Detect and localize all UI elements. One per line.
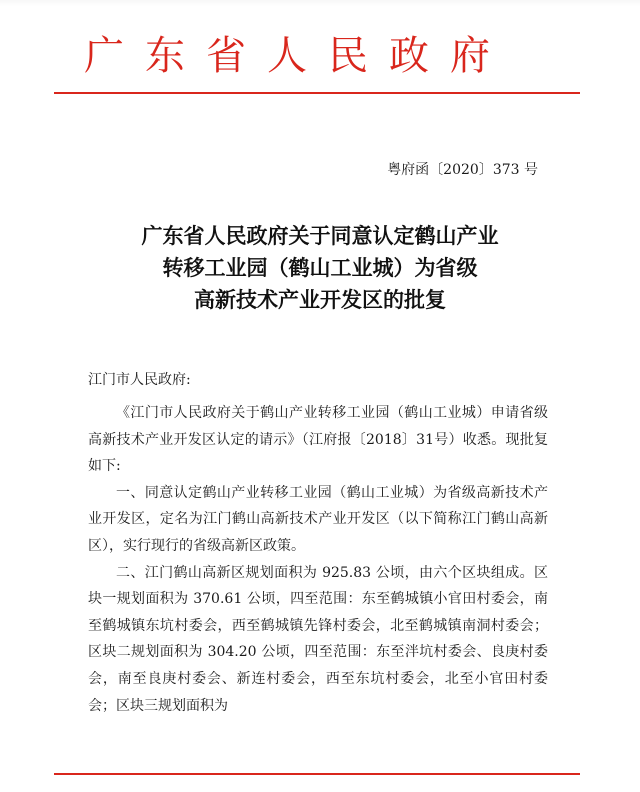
issuer-header: 广东省人民政府 — [84, 33, 511, 79]
footer-red-rule — [54, 773, 580, 775]
title-line: 转移工业园（鹤山工业城）为省级 — [162, 256, 478, 280]
title-line: 高新技术产业开发区的批复 — [194, 288, 446, 312]
body-paragraph: 一、同意认定鹤山产业转移工业园（鹤山工业城）为省级高新技术产业开发区，定名为江门鹤山高新技术产业开发区（以下简称江门鹤山高新区），实行现行的省级高新区政策。 — [88, 484, 548, 554]
header-red-rule — [54, 92, 580, 94]
title-line: 广东省人民政府关于同意认定鹤山产业 — [141, 224, 499, 248]
body-paragraph: 二、江门鹤山高新区规划面积为 925.83 公顷，由六个区块组成。区块一规划面积为 370.61 公顷，四至范围：东至鹤城镇小官田村委会，南至鹤城镇东坑村委会，西至鹤城镇先锋村委会，北至鹤城镇南洞村委会；区块二规划面积为 304.20 公顷，四至范围：东至泮坑村委会、良庚村委会，南至良庚村委会、新连村委会，西至东坑村委会，北至小官田村委会；区块三规划面积为 — [88, 564, 548, 714]
document-number: 粤府函〔2020〕373 号 — [387, 162, 538, 178]
addressee: 江门市人民政府: — [88, 372, 191, 388]
document-body — [88, 400, 548, 719]
document-title — [86, 220, 554, 316]
body-paragraph: 《江门市人民政府关于鹤山产业转移工业园（鹤山工业城）申请省级高新技术产业开发区认定的请示》（江府报〔2018〕31号）收悉。现批复如下: — [88, 405, 548, 475]
